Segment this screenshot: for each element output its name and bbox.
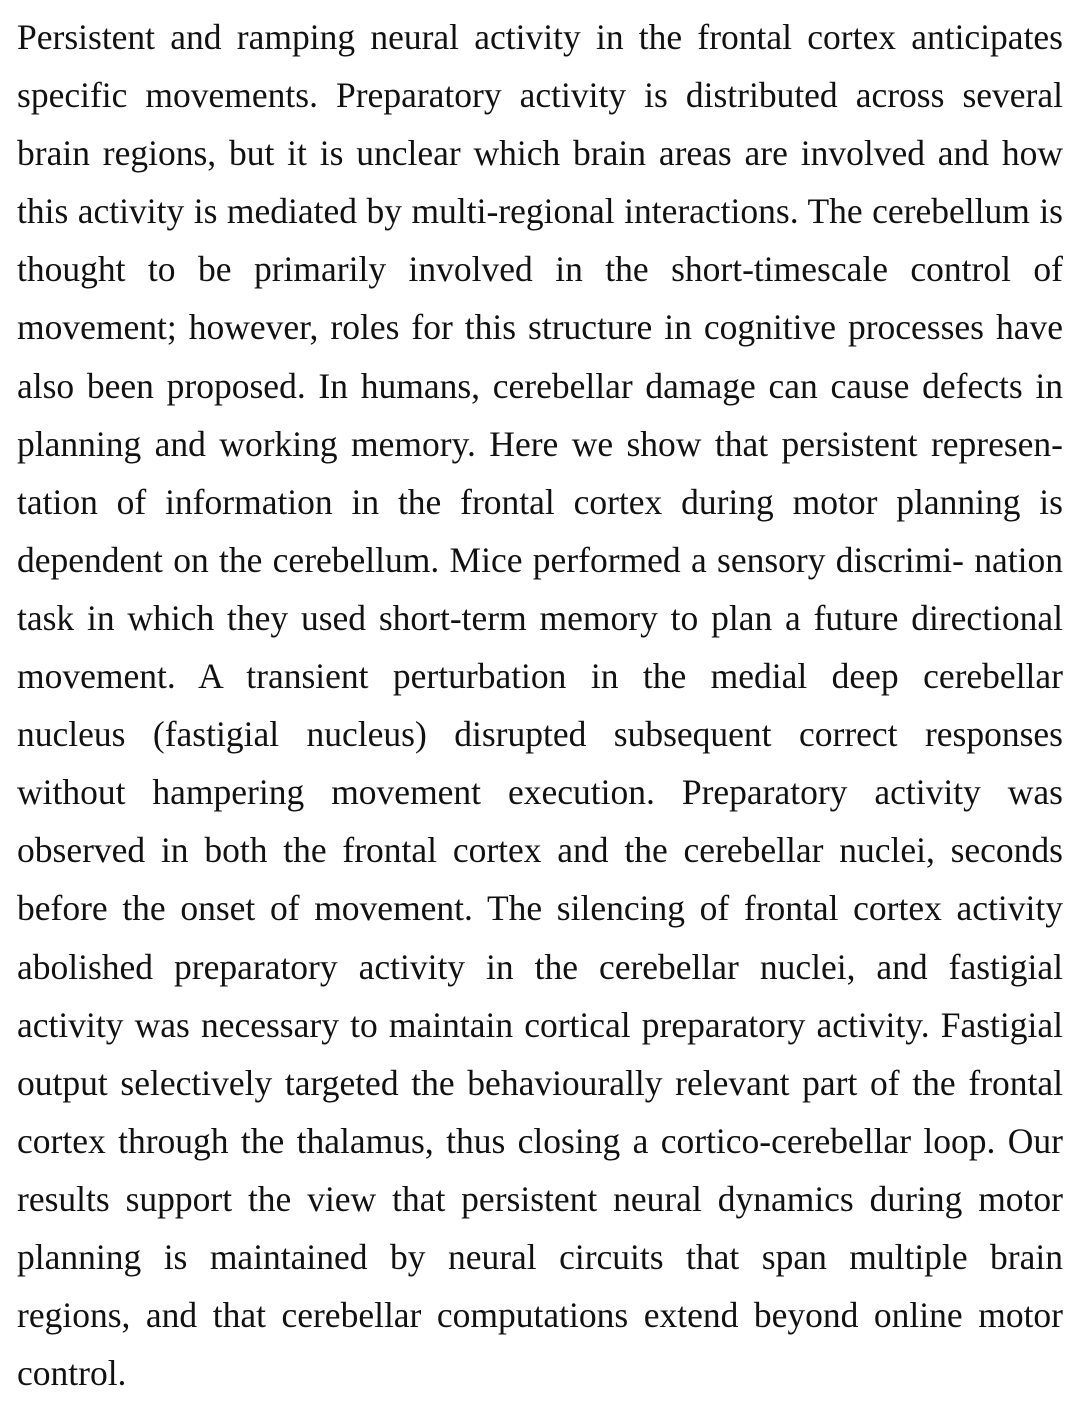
text-line: thought to be primarily involved in the short-timescale control of [17,249,1063,290]
text-line: regions, and that cerebellar computations extend beyond online motor [17,1295,1063,1336]
text-line: movement. A transient perturbation in the medial deep cerebellar [17,656,1063,697]
text-line: planning is maintained by neural circuits that span multiple brain [17,1236,1063,1277]
text-line: before the onset of movement. The silencing of frontal cortex activity [17,888,1063,929]
text-line: observed in both the frontal cortex and the cerebellar nuclei, seconds [17,830,1063,871]
text-line: tation of information in the frontal cortex during motor planning is [17,481,1063,522]
text-line: results support the view that persistent neural dynamics during motor [17,1178,1063,1219]
text-line: brain regions, but it is unclear which brain areas are involved and how [17,133,1063,174]
text-line: control. [17,1353,127,1394]
text-line: abolished preparatory activity in the cerebellar nuclei, and fastigial [17,946,1063,987]
text-line: dependent on the cerebellum. Mice performed a sensory discrimi- nation [17,539,1063,580]
text-line: movement; however, roles for this structure in cognitive processes have [17,307,1063,348]
text-line: task in which they used short-term memory to plan a future directional [17,597,1063,638]
text-line: also been proposed. In humans, cerebellar damage can cause defects in [17,365,1063,406]
text-line: output selectively targeted the behaviourally relevant part of the frontal [17,1062,1063,1103]
text-line: cortex through the thalamus, thus closing a cortico-cerebellar loop. Our [17,1120,1063,1161]
text-line: nucleus (fastigial nucleus) disrupted subsequent correct responses [17,714,1063,755]
text-line: activity was necessary to maintain cortical preparatory activity. Fastigial [17,1004,1063,1045]
text-line: Persistent and ramping neural activity in the frontal cortex anticipates [17,17,1063,57]
abstract-paragraph [17,8,1063,1402]
text-line: specific movements. Preparatory activity is distributed across several [17,75,1063,116]
text-line: without hampering movement execution. Preparatory activity was [17,772,1063,813]
text-line: this activity is mediated by multi-regional interactions. The cerebellum is [17,191,1063,232]
text-line: planning and working memory. Here we show that persistent represen- [17,423,1063,464]
